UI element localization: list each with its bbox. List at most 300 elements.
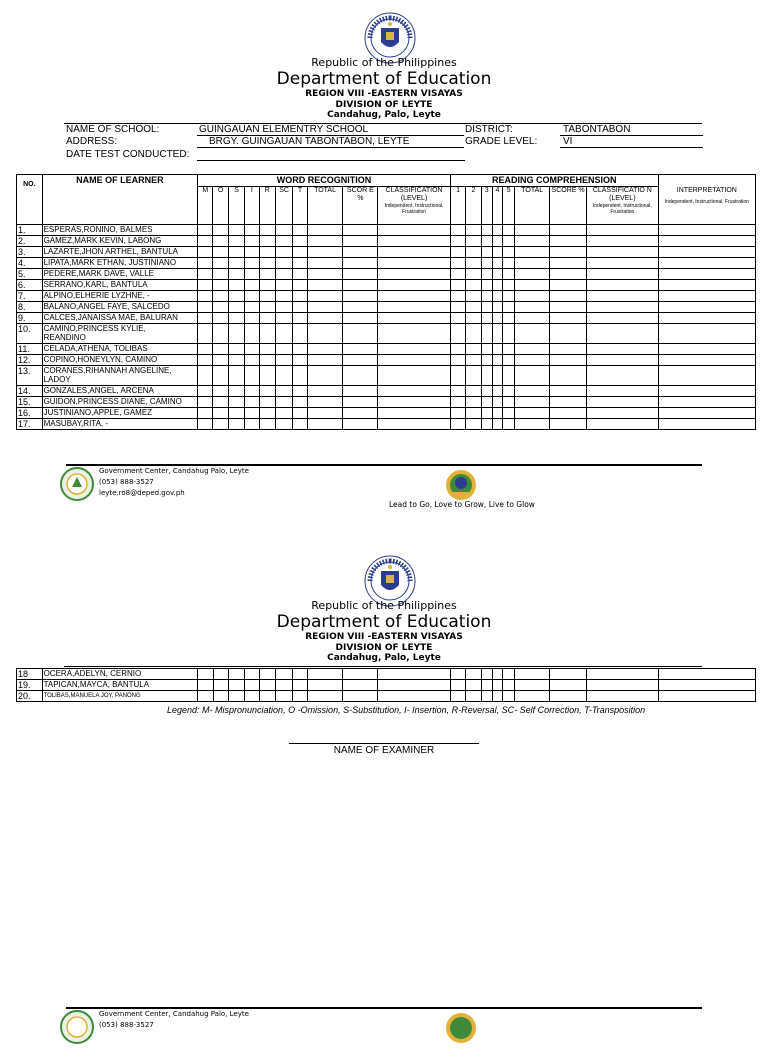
score-cell[interactable]: [550, 269, 587, 280]
score-cell[interactable]: [515, 291, 550, 302]
score-cell[interactable]: [213, 280, 228, 291]
score-cell[interactable]: [343, 324, 378, 344]
score-cell[interactable]: [228, 691, 244, 702]
score-cell[interactable]: [586, 280, 658, 291]
score-cell[interactable]: [466, 291, 481, 302]
score-cell[interactable]: [275, 291, 292, 302]
score-cell[interactable]: [213, 366, 228, 386]
score-cell[interactable]: [550, 355, 587, 366]
score-cell[interactable]: [245, 269, 259, 280]
score-cell[interactable]: [466, 324, 481, 344]
score-cell[interactable]: [275, 680, 292, 691]
score-cell[interactable]: [343, 397, 378, 408]
score-cell[interactable]: [503, 258, 515, 269]
score-cell[interactable]: [198, 344, 213, 355]
score-cell[interactable]: [378, 408, 451, 419]
score-cell[interactable]: [293, 355, 307, 366]
score-cell[interactable]: [343, 408, 378, 419]
score-cell[interactable]: [343, 302, 378, 313]
score-cell[interactable]: [307, 313, 343, 324]
score-cell[interactable]: [515, 691, 550, 702]
score-cell[interactable]: [481, 669, 492, 680]
score-cell[interactable]: [658, 269, 755, 280]
score-cell[interactable]: [466, 269, 481, 280]
score-cell[interactable]: [450, 313, 465, 324]
score-cell[interactable]: [503, 680, 515, 691]
score-cell[interactable]: [307, 397, 343, 408]
score-cell[interactable]: [378, 313, 451, 324]
score-cell[interactable]: [245, 408, 259, 419]
score-cell[interactable]: [481, 344, 492, 355]
score-cell[interactable]: [550, 324, 587, 344]
score-cell[interactable]: [307, 691, 343, 702]
score-cell[interactable]: [550, 247, 587, 258]
score-cell[interactable]: [481, 291, 492, 302]
score-cell[interactable]: [466, 344, 481, 355]
score-cell[interactable]: [503, 280, 515, 291]
score-cell[interactable]: [293, 225, 307, 236]
score-cell[interactable]: [503, 236, 515, 247]
score-cell[interactable]: [466, 247, 481, 258]
score-cell[interactable]: [658, 225, 755, 236]
score-cell[interactable]: [245, 280, 259, 291]
score-cell[interactable]: [198, 397, 213, 408]
score-cell[interactable]: [503, 366, 515, 386]
score-cell[interactable]: [450, 291, 465, 302]
score-cell[interactable]: [492, 280, 502, 291]
score-cell[interactable]: [492, 247, 502, 258]
score-cell[interactable]: [245, 669, 259, 680]
score-cell[interactable]: [275, 419, 292, 430]
score-cell[interactable]: [228, 313, 244, 324]
score-cell[interactable]: [307, 680, 343, 691]
score-cell[interactable]: [343, 691, 378, 702]
score-cell[interactable]: [343, 669, 378, 680]
score-cell[interactable]: [275, 225, 292, 236]
score-cell[interactable]: [213, 291, 228, 302]
score-cell[interactable]: [481, 386, 492, 397]
score-cell[interactable]: [307, 344, 343, 355]
score-cell[interactable]: [245, 366, 259, 386]
score-cell[interactable]: [450, 669, 465, 680]
score-cell[interactable]: [275, 669, 292, 680]
score-cell[interactable]: [259, 386, 275, 397]
score-cell[interactable]: [293, 258, 307, 269]
score-cell[interactable]: [515, 313, 550, 324]
score-cell[interactable]: [492, 291, 502, 302]
score-cell[interactable]: [586, 302, 658, 313]
score-cell[interactable]: [481, 691, 492, 702]
score-cell[interactable]: [503, 324, 515, 344]
score-cell[interactable]: [466, 366, 481, 386]
score-cell[interactable]: [481, 408, 492, 419]
score-cell[interactable]: [228, 280, 244, 291]
score-cell[interactable]: [658, 669, 755, 680]
score-cell[interactable]: [515, 408, 550, 419]
score-cell[interactable]: [198, 225, 213, 236]
score-cell[interactable]: [245, 419, 259, 430]
score-cell[interactable]: [307, 419, 343, 430]
score-cell[interactable]: [378, 302, 451, 313]
score-cell[interactable]: [586, 258, 658, 269]
score-cell[interactable]: [450, 280, 465, 291]
score-cell[interactable]: [213, 691, 228, 702]
score-cell[interactable]: [658, 680, 755, 691]
score-cell[interactable]: [550, 225, 587, 236]
score-cell[interactable]: [259, 291, 275, 302]
score-cell[interactable]: [586, 366, 658, 386]
score-cell[interactable]: [492, 236, 502, 247]
score-cell[interactable]: [228, 355, 244, 366]
score-cell[interactable]: [245, 247, 259, 258]
score-cell[interactable]: [343, 313, 378, 324]
score-cell[interactable]: [307, 386, 343, 397]
score-cell[interactable]: [228, 258, 244, 269]
score-cell[interactable]: [481, 324, 492, 344]
score-cell[interactable]: [259, 680, 275, 691]
score-cell[interactable]: [245, 302, 259, 313]
score-cell[interactable]: [198, 669, 213, 680]
score-cell[interactable]: [293, 408, 307, 419]
score-cell[interactable]: [515, 386, 550, 397]
score-cell[interactable]: [492, 680, 502, 691]
score-cell[interactable]: [275, 302, 292, 313]
score-cell[interactable]: [293, 236, 307, 247]
score-cell[interactable]: [228, 669, 244, 680]
score-cell[interactable]: [213, 324, 228, 344]
score-cell[interactable]: [466, 258, 481, 269]
score-cell[interactable]: [503, 691, 515, 702]
score-cell[interactable]: [450, 397, 465, 408]
score-cell[interactable]: [492, 419, 502, 430]
score-cell[interactable]: [293, 324, 307, 344]
score-cell[interactable]: [515, 280, 550, 291]
score-cell[interactable]: [259, 236, 275, 247]
score-cell[interactable]: [228, 302, 244, 313]
score-cell[interactable]: [213, 247, 228, 258]
score-cell[interactable]: [343, 291, 378, 302]
score-cell[interactable]: [658, 344, 755, 355]
score-cell[interactable]: [503, 302, 515, 313]
score-cell[interactable]: [245, 258, 259, 269]
score-cell[interactable]: [515, 247, 550, 258]
score-cell[interactable]: [450, 302, 465, 313]
score-cell[interactable]: [228, 344, 244, 355]
score-cell[interactable]: [503, 313, 515, 324]
score-cell[interactable]: [586, 313, 658, 324]
score-cell[interactable]: [515, 366, 550, 386]
score-cell[interactable]: [466, 225, 481, 236]
score-cell[interactable]: [245, 225, 259, 236]
score-cell[interactable]: [213, 344, 228, 355]
score-cell[interactable]: [293, 691, 307, 702]
score-cell[interactable]: [658, 397, 755, 408]
score-cell[interactable]: [492, 397, 502, 408]
score-cell[interactable]: [307, 408, 343, 419]
score-cell[interactable]: [198, 236, 213, 247]
score-cell[interactable]: [378, 680, 451, 691]
score-cell[interactable]: [586, 291, 658, 302]
score-cell[interactable]: [658, 280, 755, 291]
score-cell[interactable]: [198, 269, 213, 280]
score-cell[interactable]: [515, 669, 550, 680]
score-cell[interactable]: [259, 691, 275, 702]
score-cell[interactable]: [198, 313, 213, 324]
score-cell[interactable]: [378, 344, 451, 355]
score-cell[interactable]: [515, 344, 550, 355]
score-cell[interactable]: [245, 313, 259, 324]
score-cell[interactable]: [213, 386, 228, 397]
score-cell[interactable]: [343, 386, 378, 397]
score-cell[interactable]: [343, 355, 378, 366]
score-cell[interactable]: [550, 680, 587, 691]
score-cell[interactable]: [450, 258, 465, 269]
score-cell[interactable]: [307, 366, 343, 386]
score-cell[interactable]: [228, 269, 244, 280]
score-cell[interactable]: [378, 386, 451, 397]
score-cell[interactable]: [213, 302, 228, 313]
score-cell[interactable]: [450, 366, 465, 386]
score-cell[interactable]: [481, 280, 492, 291]
score-cell[interactable]: [228, 397, 244, 408]
score-cell[interactable]: [228, 386, 244, 397]
score-cell[interactable]: [658, 419, 755, 430]
score-cell[interactable]: [492, 344, 502, 355]
score-cell[interactable]: [481, 355, 492, 366]
score-cell[interactable]: [450, 247, 465, 258]
score-cell[interactable]: [198, 324, 213, 344]
score-cell[interactable]: [259, 344, 275, 355]
score-cell[interactable]: [515, 680, 550, 691]
score-cell[interactable]: [466, 386, 481, 397]
score-cell[interactable]: [658, 691, 755, 702]
score-cell[interactable]: [228, 236, 244, 247]
score-cell[interactable]: [378, 247, 451, 258]
score-cell[interactable]: [515, 258, 550, 269]
score-cell[interactable]: [275, 355, 292, 366]
score-cell[interactable]: [307, 258, 343, 269]
score-cell[interactable]: [450, 344, 465, 355]
score-cell[interactable]: [378, 355, 451, 366]
score-cell[interactable]: [503, 419, 515, 430]
score-cell[interactable]: [481, 247, 492, 258]
score-cell[interactable]: [293, 669, 307, 680]
score-cell[interactable]: [343, 247, 378, 258]
score-cell[interactable]: [658, 355, 755, 366]
score-cell[interactable]: [492, 269, 502, 280]
score-cell[interactable]: [586, 355, 658, 366]
score-cell[interactable]: [213, 236, 228, 247]
score-cell[interactable]: [450, 269, 465, 280]
score-cell[interactable]: [343, 419, 378, 430]
score-cell[interactable]: [466, 669, 481, 680]
score-cell[interactable]: [213, 408, 228, 419]
score-cell[interactable]: [450, 680, 465, 691]
score-cell[interactable]: [515, 236, 550, 247]
score-cell[interactable]: [515, 269, 550, 280]
score-cell[interactable]: [259, 408, 275, 419]
score-cell[interactable]: [343, 258, 378, 269]
score-cell[interactable]: [503, 669, 515, 680]
score-cell[interactable]: [658, 313, 755, 324]
score-cell[interactable]: [343, 269, 378, 280]
score-cell[interactable]: [198, 247, 213, 258]
score-cell[interactable]: [550, 344, 587, 355]
score-cell[interactable]: [275, 344, 292, 355]
score-cell[interactable]: [213, 269, 228, 280]
score-cell[interactable]: [658, 324, 755, 344]
score-cell[interactable]: [658, 247, 755, 258]
score-cell[interactable]: [587, 680, 659, 691]
score-cell[interactable]: [481, 225, 492, 236]
score-cell[interactable]: [293, 302, 307, 313]
score-cell[interactable]: [228, 291, 244, 302]
score-cell[interactable]: [259, 355, 275, 366]
score-cell[interactable]: [481, 269, 492, 280]
score-cell[interactable]: [466, 408, 481, 419]
score-cell[interactable]: [503, 355, 515, 366]
score-cell[interactable]: [245, 236, 259, 247]
score-cell[interactable]: [550, 366, 587, 386]
score-cell[interactable]: [275, 247, 292, 258]
score-cell[interactable]: [586, 269, 658, 280]
score-cell[interactable]: [213, 669, 228, 680]
score-cell[interactable]: [586, 236, 658, 247]
score-cell[interactable]: [259, 258, 275, 269]
score-cell[interactable]: [550, 302, 587, 313]
score-cell[interactable]: [492, 669, 502, 680]
score-cell[interactable]: [228, 366, 244, 386]
score-cell[interactable]: [658, 258, 755, 269]
score-cell[interactable]: [550, 408, 587, 419]
score-cell[interactable]: [550, 669, 587, 680]
score-cell[interactable]: [228, 680, 244, 691]
score-cell[interactable]: [503, 269, 515, 280]
score-cell[interactable]: [259, 280, 275, 291]
score-cell[interactable]: [515, 419, 550, 430]
score-cell[interactable]: [259, 302, 275, 313]
score-cell[interactable]: [198, 291, 213, 302]
score-cell[interactable]: [450, 324, 465, 344]
score-cell[interactable]: [307, 247, 343, 258]
score-cell[interactable]: [587, 691, 659, 702]
score-cell[interactable]: [307, 355, 343, 366]
score-cell[interactable]: [481, 313, 492, 324]
score-cell[interactable]: [198, 366, 213, 386]
score-cell[interactable]: [293, 269, 307, 280]
score-cell[interactable]: [450, 355, 465, 366]
score-cell[interactable]: [515, 225, 550, 236]
score-cell[interactable]: [481, 397, 492, 408]
score-cell[interactable]: [503, 247, 515, 258]
score-cell[interactable]: [466, 691, 481, 702]
score-cell[interactable]: [307, 280, 343, 291]
score-cell[interactable]: [307, 302, 343, 313]
score-cell[interactable]: [492, 225, 502, 236]
score-cell[interactable]: [213, 313, 228, 324]
score-cell[interactable]: [245, 355, 259, 366]
score-cell[interactable]: [213, 397, 228, 408]
score-cell[interactable]: [198, 258, 213, 269]
score-cell[interactable]: [466, 280, 481, 291]
score-cell[interactable]: [259, 247, 275, 258]
score-cell[interactable]: [259, 397, 275, 408]
score-cell[interactable]: [245, 386, 259, 397]
score-cell[interactable]: [343, 225, 378, 236]
score-cell[interactable]: [492, 408, 502, 419]
score-cell[interactable]: [586, 419, 658, 430]
score-cell[interactable]: [378, 324, 451, 344]
score-cell[interactable]: [307, 291, 343, 302]
score-cell[interactable]: [275, 397, 292, 408]
score-cell[interactable]: [245, 324, 259, 344]
score-cell[interactable]: [259, 366, 275, 386]
score-cell[interactable]: [378, 366, 451, 386]
score-cell[interactable]: [450, 691, 465, 702]
score-cell[interactable]: [586, 225, 658, 236]
score-cell[interactable]: [586, 247, 658, 258]
score-cell[interactable]: [658, 366, 755, 386]
score-cell[interactable]: [378, 691, 451, 702]
score-cell[interactable]: [586, 324, 658, 344]
score-cell[interactable]: [492, 386, 502, 397]
score-cell[interactable]: [245, 691, 259, 702]
score-cell[interactable]: [275, 269, 292, 280]
score-cell[interactable]: [213, 355, 228, 366]
score-cell[interactable]: [275, 280, 292, 291]
score-cell[interactable]: [378, 225, 451, 236]
score-cell[interactable]: [550, 280, 587, 291]
score-cell[interactable]: [275, 324, 292, 344]
score-cell[interactable]: [481, 680, 492, 691]
score-cell[interactable]: [275, 258, 292, 269]
score-cell[interactable]: [228, 225, 244, 236]
score-cell[interactable]: [293, 344, 307, 355]
score-cell[interactable]: [466, 313, 481, 324]
score-cell[interactable]: [343, 236, 378, 247]
score-cell[interactable]: [259, 313, 275, 324]
score-cell[interactable]: [343, 280, 378, 291]
score-cell[interactable]: [245, 397, 259, 408]
score-cell[interactable]: [492, 258, 502, 269]
score-cell[interactable]: [450, 386, 465, 397]
score-cell[interactable]: [466, 680, 481, 691]
score-cell[interactable]: [293, 680, 307, 691]
score-cell[interactable]: [343, 366, 378, 386]
score-cell[interactable]: [307, 669, 343, 680]
score-cell[interactable]: [450, 408, 465, 419]
score-cell[interactable]: [259, 324, 275, 344]
score-cell[interactable]: [198, 302, 213, 313]
score-cell[interactable]: [466, 397, 481, 408]
score-cell[interactable]: [198, 355, 213, 366]
score-cell[interactable]: [550, 313, 587, 324]
score-cell[interactable]: [378, 236, 451, 247]
score-cell[interactable]: [293, 247, 307, 258]
score-cell[interactable]: [378, 669, 451, 680]
score-cell[interactable]: [550, 386, 587, 397]
score-cell[interactable]: [481, 258, 492, 269]
score-cell[interactable]: [550, 419, 587, 430]
score-cell[interactable]: [378, 291, 451, 302]
score-cell[interactable]: [587, 669, 659, 680]
score-cell[interactable]: [245, 291, 259, 302]
score-cell[interactable]: [307, 236, 343, 247]
score-cell[interactable]: [213, 225, 228, 236]
score-cell[interactable]: [245, 680, 259, 691]
score-cell[interactable]: [515, 397, 550, 408]
score-cell[interactable]: [481, 236, 492, 247]
